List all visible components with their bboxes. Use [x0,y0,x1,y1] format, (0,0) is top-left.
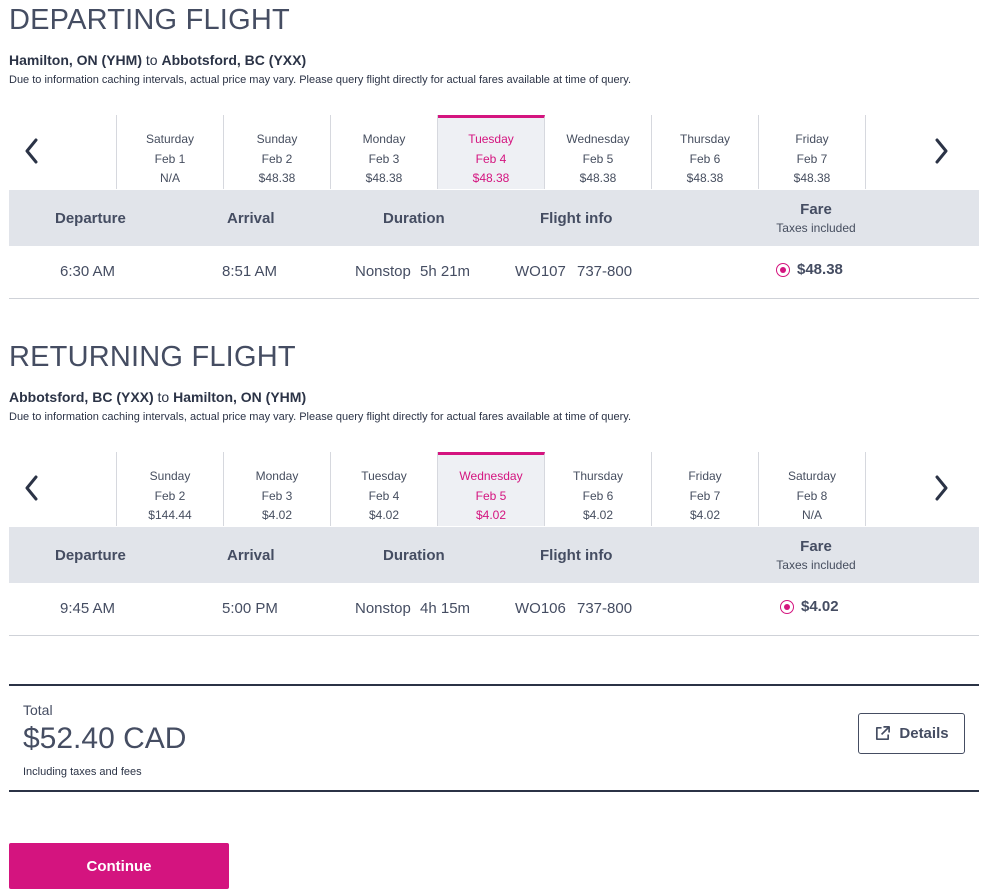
chevron-right-icon [935,138,949,164]
day-date: Feb 7 [796,151,828,166]
header-departure: Departure [55,547,126,564]
returning-day-2[interactable] [331,452,438,526]
departing-origin: Hamilton, ON (YHM) [9,52,142,68]
departing-table-header [9,190,979,246]
chevron-right-icon [935,475,949,501]
day-weekday: Saturday [787,469,837,483]
day-weekday: Saturday [145,132,195,146]
day-price: $4.02 [475,508,507,522]
day-weekday: Monday [362,132,406,146]
returning-route [9,389,306,405]
day-price: $144.44 [148,508,192,522]
day-price: $4.02 [582,508,614,522]
returning-destination: Hamilton, ON (YHM) [173,389,307,405]
returning-title: RETURNING FLIGHT [9,341,296,373]
day-date: Feb 5 [582,151,614,166]
day-price: $48.38 [579,171,617,185]
fare-price: $48.38 [797,261,843,278]
flight-departure-time: 9:45 AM [60,600,116,617]
header-fare-sub: Taxes included [776,221,856,235]
returning-fare-option[interactable] [780,598,839,615]
day-price: $4.02 [689,508,721,522]
flight-duration: 4h 15m [420,600,471,617]
header-flight-info: Flight info [540,210,613,227]
flight-number: WO107 [515,263,566,280]
returning-day-4[interactable] [545,452,652,526]
day-date: Feb 5 [475,488,507,503]
departing-day-1[interactable] [224,115,331,189]
flight-arrival-time: 8:51 AM [222,263,278,280]
departing-route [9,52,306,68]
fare-price: $4.02 [801,598,839,615]
departing-flight-row[interactable] [9,246,979,299]
day-price: N/A [801,508,822,522]
flight-stops: Nonstop [355,600,411,617]
returning-next-dates-button[interactable] [927,468,957,508]
header-fare-label: Fare [800,538,832,555]
departing-prev-dates-button[interactable] [16,131,46,171]
day-weekday: Sunday [149,469,191,483]
departing-destination: Abbotsford, BC (YXX) [161,52,307,68]
departing-fare-option[interactable] [776,261,843,278]
day-date: Feb 4 [475,151,507,166]
returning-day-3-selected[interactable] [438,452,545,526]
returning-flight-row[interactable] [9,583,979,636]
flight-number: WO106 [515,600,566,617]
day-date: Feb 2 [261,151,293,166]
total-summary [9,684,979,792]
departing-date-selector [116,115,866,189]
day-price: $48.38 [365,171,403,185]
departing-day-4[interactable] [545,115,652,189]
departing-day-2[interactable] [331,115,438,189]
day-weekday: Wednesday [566,132,630,146]
day-date: Feb 7 [689,488,721,503]
day-price: $48.38 [258,171,296,185]
departing-day-5[interactable] [652,115,759,189]
radio-selected-icon[interactable] [780,600,794,614]
header-flight-info: Flight info [540,547,613,564]
day-date: Feb 1 [154,151,186,166]
flight-aircraft: 737-800 [577,263,633,280]
header-fare-sub: Taxes included [776,558,856,572]
departing-next-dates-button[interactable] [927,131,957,171]
external-link-icon [874,725,891,742]
header-arrival: Arrival [227,210,275,227]
returning-day-5[interactable] [652,452,759,526]
day-weekday: Monday [255,469,299,483]
total-note: Including taxes and fees [23,766,142,778]
day-price: $48.38 [472,171,510,185]
flight-departure-time: 6:30 AM [60,263,116,280]
day-weekday: Friday [795,132,829,146]
departing-day-6[interactable] [759,115,866,189]
day-price: $48.38 [793,171,831,185]
day-date: Feb 2 [154,488,186,503]
returning-day-1[interactable] [224,452,331,526]
flight-stops: Nonstop [355,263,411,280]
day-price: $48.38 [686,171,724,185]
returning-to-word: to [157,389,170,405]
total-label: Total [23,702,53,718]
departing-day-0[interactable] [117,115,224,189]
returning-day-0[interactable] [117,452,224,526]
returning-date-selector [116,452,866,526]
day-price: $4.02 [261,508,293,522]
header-arrival: Arrival [227,547,275,564]
day-weekday: Thursday [679,132,731,146]
departing-price-notice: Due to information caching intervals, actual price may vary. Please query flight directly for actual fares available at time of query. [9,74,631,86]
returning-day-6[interactable] [759,452,866,526]
returning-table-header [9,527,979,583]
day-weekday: Friday [688,469,722,483]
returning-price-notice: Due to information caching intervals, actual price may vary. Please query flight directly for actual fares available at time of query. [9,411,631,423]
day-date: Feb 4 [368,488,400,503]
day-weekday: Thursday [572,469,624,483]
day-date: Feb 8 [796,488,828,503]
day-date: Feb 3 [368,151,400,166]
day-weekday: Tuesday [361,469,407,483]
flight-aircraft: 737-800 [577,600,633,617]
departing-to-word: to [145,52,158,68]
chevron-left-icon [24,475,38,501]
header-departure: Departure [55,210,126,227]
day-price: N/A [159,171,180,185]
departing-day-3-selected[interactable] [438,115,545,189]
chevron-left-icon [24,138,38,164]
departing-section [9,0,979,300]
header-fare [766,538,866,572]
details-button[interactable] [858,713,965,754]
day-date: Feb 6 [582,488,614,503]
departing-title: DEPARTING FLIGHT [9,4,290,36]
header-fare-label: Fare [800,201,832,218]
day-date: Feb 3 [261,488,293,503]
day-weekday: Wednesday [459,469,523,483]
day-weekday: Sunday [256,132,298,146]
header-duration: Duration [383,547,445,564]
header-duration: Duration [383,210,445,227]
total-amount: $52.40 CAD [23,722,187,755]
day-weekday: Tuesday [468,132,514,146]
returning-prev-dates-button[interactable] [16,468,46,508]
returning-origin: Abbotsford, BC (YXX) [9,389,154,405]
flight-duration: 5h 21m [420,263,471,280]
details-label: Details [899,725,949,742]
radio-selected-icon[interactable] [776,263,790,277]
returning-section [9,337,979,637]
continue-button[interactable]: Continue [9,843,229,889]
flight-arrival-time: 5:00 PM [222,600,278,617]
day-date: Feb 6 [689,151,721,166]
day-price: $4.02 [368,508,400,522]
header-fare [766,201,866,235]
